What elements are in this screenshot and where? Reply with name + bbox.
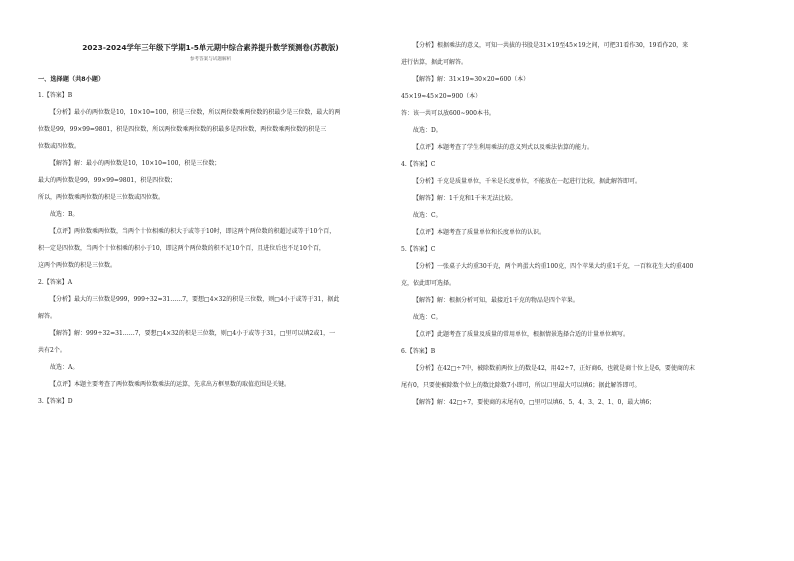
- q2-comment: 【点评】本题主要考查了两位数乘两位数乘法的运算，先求出方框里数的取值范围是关键。: [50, 381, 291, 388]
- q1-answer: 1.【答案】B: [38, 92, 73, 99]
- q4-choice: 故选：C。: [413, 212, 442, 219]
- q1-choice: 故选：B。: [50, 211, 79, 218]
- q3-answer: 3.【答案】D: [38, 398, 73, 405]
- q4-comment: 【点评】本题考查了质量单位和长度单位的认识。: [413, 229, 546, 236]
- q5-analysis-line: 克，依此即可选择。: [401, 280, 456, 287]
- q6-answer: 6.【答案】B: [401, 348, 436, 355]
- q2-solution-line: 共有2个。: [38, 347, 66, 354]
- q3-solution-line: 答：该一共可以放600~900本书。: [401, 110, 495, 117]
- q3-choice: 故选：D。: [413, 127, 442, 134]
- q2-answer: 2.【答案】A: [38, 279, 73, 286]
- q5-comment: 【点评】此题考查了质量及质量的常用单位，根据情景选择合适的计量单位填写。: [413, 331, 630, 338]
- document-subtitle: 参考答案与试题解析: [189, 57, 232, 62]
- q1-analysis-line: 位数是99，99×99=9801，积是四位数，所以两位数乘两位数的积最多是四位数，两位数乘两位数的积是三: [38, 126, 327, 133]
- q1-comment-line: 这两个两位数的积是三位数。: [38, 262, 117, 269]
- q4-answer: 4.【答案】C: [401, 161, 436, 168]
- q2-analysis-line: 解答。: [38, 313, 57, 320]
- q4-solution: 【解答】解：1千克和1千米无法比较。: [413, 195, 517, 202]
- q2-solution-line: 【解答】解：999÷32=31……7，要想□4×32的积是三位数，则□4小于或等于31，□里可以填2或1，一: [50, 330, 336, 337]
- q1-comment-line: 积一定是四位数，当两个十位相乘的积小于10，即这两个两位数的积不足10个百，且进位后也不足10个百，: [38, 245, 325, 252]
- q1-solution-line: 最大的两位数是99，99×99=9801，积是四位数；: [38, 177, 177, 184]
- q3-analysis-line: 【分析】根据乘法的意义，可知一共拔的书股是31×19至45×19之间，可把31看作30，19看作20，来: [413, 42, 689, 49]
- q5-choice: 故选：C。: [413, 314, 442, 321]
- right-column: [401, 42, 769, 416]
- q1-comment-line: 【点评】两位数乘两位数，当两个十位相乘的积大于或等于10时，即这两个两位数的积超过或等于10个百，: [50, 228, 336, 235]
- section-heading: 一、选择题（共8小题）: [38, 76, 105, 83]
- q1-solution-line: 【解答】解：最小的两位数是10，10×10=100，积是三位数；: [50, 160, 221, 167]
- q6-analysis-line: 尾有0，只要使被除数个位上的数比除数7小即可，所以口里最大可以填6；据此解答即可。: [401, 382, 641, 389]
- q5-analysis-line: 【分析】一张桌子大约重30千克，两个鸡蛋大约重100克，四个苹果大约重1千克，一百粒花生大约重400: [413, 263, 694, 270]
- q3-solution-line: 【解答】解：31×19≈30×20=600（本）: [413, 76, 530, 83]
- q6-solution: 【解答】解：42□÷7，要使商的末尾有0，□里可以填6、5、4、3、2、1、0，最大填6；: [413, 399, 656, 406]
- q4-analysis: 【分析】千克是质量单位，千米是长度单位，不能放在一起进行比较，据此解答即可。: [413, 178, 642, 185]
- q1-analysis-line: 【分析】最小的两位数是10，10×10=100，积是三位数，所以两位数乘两位数的积最少是三位数，最大的两: [50, 109, 341, 116]
- q6-analysis-line: 【分析】在42□÷7中，被除数前两位上的数是42，用42÷7，正好商6，也就是商十位上是6，要使商的末: [413, 365, 695, 372]
- q3-analysis-line: 进行估算，据此可解答。: [401, 59, 468, 66]
- q2-analysis-line: 【分析】最大的三位数是999，999÷32=31……7，要想□4×32的积是三位数，则□4小于或等于31，据此: [50, 296, 340, 303]
- q3-solution-line: 45×19≈45×20=900（本）: [401, 93, 482, 100]
- q1-analysis-line: 位数或四位数。: [38, 143, 81, 150]
- q1-solution-line: 所以，两位数乘两位数的积是三位数或四位数。: [38, 194, 165, 201]
- q5-answer: 5.【答案】C: [401, 246, 436, 253]
- left-column: [38, 30, 383, 415]
- q2-choice: 故选：A。: [50, 364, 79, 371]
- document-title: 2023-2024学年三年级下学期1-5单元期中综合素养提升数学预测卷(苏教版): [82, 43, 339, 52]
- q3-comment: 【点评】本题考查了学生利用乘法的意义列式以及乘法估算的能力。: [413, 144, 594, 151]
- q5-solution: 【解答】解：根据分析可知，最接近1千克的物品是四个苹果。: [413, 297, 579, 304]
